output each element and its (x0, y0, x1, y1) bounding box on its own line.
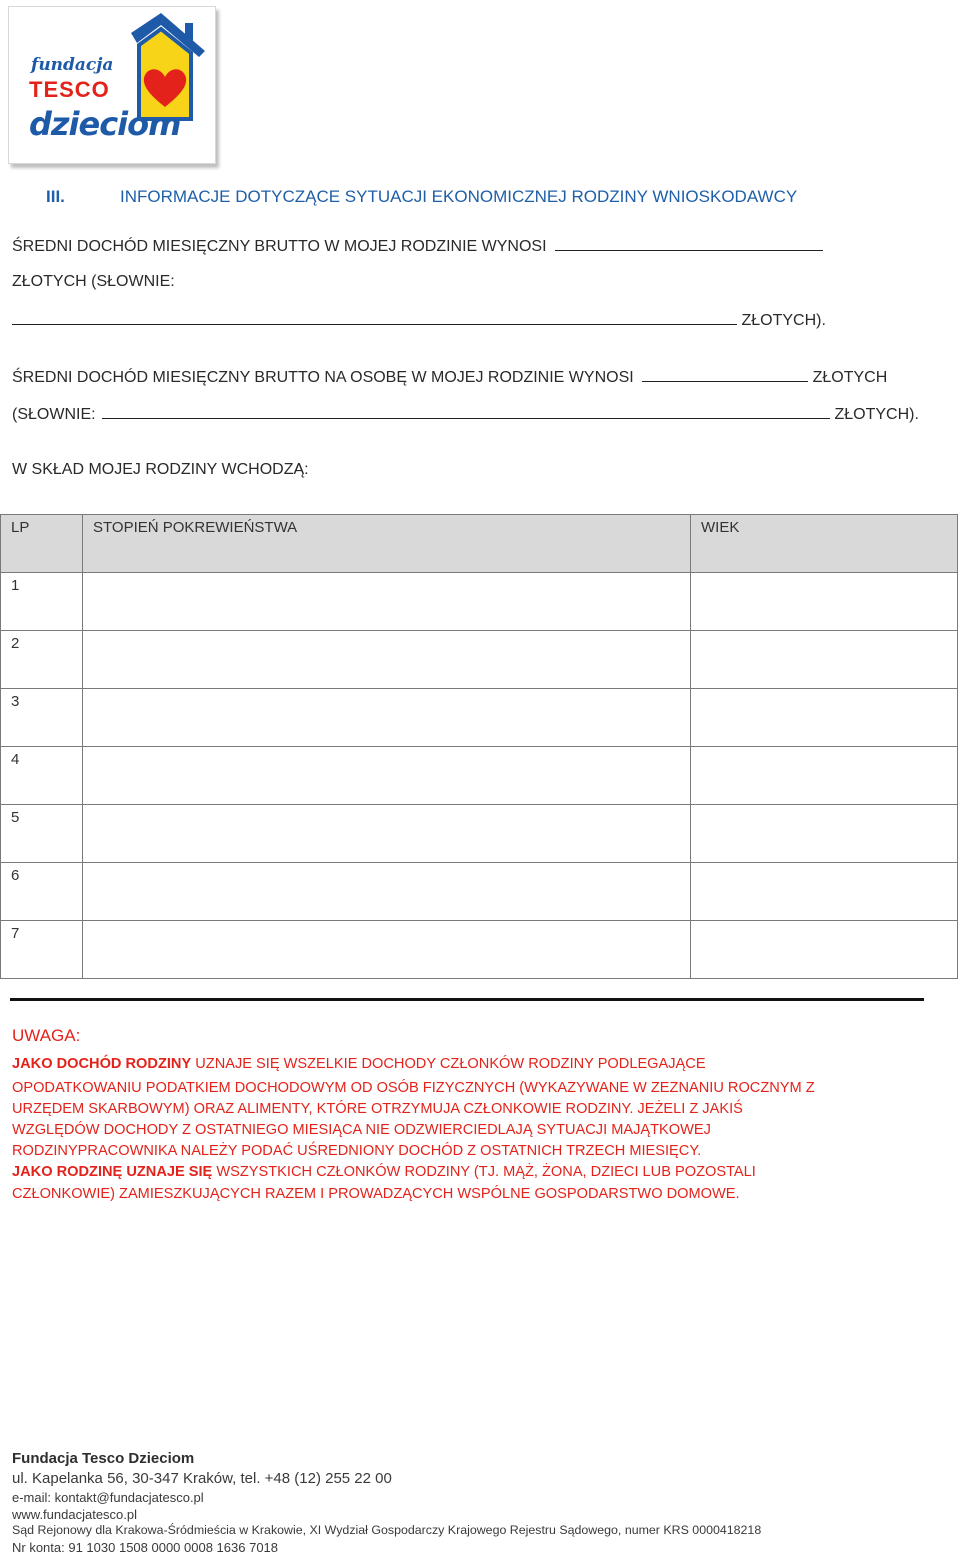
per-person-amount-field[interactable] (642, 367, 808, 382)
notice-line-1 (12, 1056, 706, 1072)
per-person-currency: ZŁOTYCH (812, 369, 888, 386)
relationship-cell[interactable] (83, 689, 691, 747)
income-label: ŚREDNI DOCHÓD MIESIĘCZNY BRUTTO W MOJEJ RODZINIE WYNOSI (12, 238, 547, 255)
notice-line-2: OPODATKOWANIU PODATKIEM DOCHODOWYM OD OSÓB FIZYCZNYCH (WYKAZYWANE W ZEZNANIU ROCZNYM Z (12, 1080, 815, 1096)
logo-text-dzieciom: dzieciom (29, 105, 181, 143)
age-cell[interactable] (691, 921, 958, 979)
footer-account: Nr konta: 91 1030 1508 0000 0008 1636 7018 (12, 1540, 279, 1555)
income-amount-field[interactable] (555, 236, 823, 251)
income-words-field[interactable] (12, 310, 737, 325)
table-row (1, 747, 958, 805)
notice-line-4: WZGLĘDÓW DOCHODY Z OSTATNIEGO MIESIĄCA NIE ODZWIERCIEDLAJĄ SYTUACJI MAJĄTKOWEJ (12, 1122, 711, 1138)
per-person-words-line (12, 404, 919, 424)
row-number: 2 (1, 631, 83, 689)
logo-text-fundacja: fundacja (31, 55, 114, 75)
table-header-row (1, 515, 958, 573)
income-words-label: ZŁOTYCH (SŁOWNIE: (12, 273, 175, 290)
income-line (12, 236, 823, 256)
table-row (1, 689, 958, 747)
row-number: 7 (1, 921, 83, 979)
per-person-words-field[interactable] (102, 404, 830, 419)
table-row (1, 631, 958, 689)
footer-court: Sąd Rejonowy dla Krakowa-Śródmieścia w Krakowie, XI Wydział Gospodarczy Krajowego Rejestru Sądowego, numer KRS 0000418218 (12, 1523, 762, 1537)
row-number: 5 (1, 805, 83, 863)
notice-line-7: CZŁONKOWIE) ZAMIESZKUJĄCYCH RAZEM I PROWADZĄCYCH WSPÓLNE GOSPODARSTWO DOMOWE. (12, 1186, 740, 1202)
row-number: 3 (1, 689, 83, 747)
age-cell[interactable] (691, 805, 958, 863)
relationship-cell[interactable] (83, 573, 691, 631)
relationship-cell[interactable] (83, 631, 691, 689)
notice-bold-family: JAKO RODZINĘ UZNAJE SIĘ (12, 1164, 213, 1180)
header-relationship: STOPIEŃ POKREWIEŃSTWA (83, 515, 691, 573)
income-words-end: ZŁOTYCH). (741, 312, 826, 329)
family-composition-label: W SKŁAD MOJEJ RODZINY WCHODZĄ: (12, 461, 309, 478)
per-person-words-end: ZŁOTYCH). (834, 406, 919, 423)
table-row (1, 573, 958, 631)
age-cell[interactable] (691, 747, 958, 805)
logo-text-tesco: TESCO (29, 77, 110, 102)
age-cell[interactable] (691, 631, 958, 689)
notice-text: UZNAJE SIĘ WSZELKIE DOCHODY CZŁONKÓW RODZINY PODLEGAJĄCE (191, 1056, 706, 1072)
row-number: 6 (1, 863, 83, 921)
per-person-label: ŚREDNI DOCHÓD MIESIĘCZNY BRUTTO NA OSOBĘ W MOJEJ RODZINIE WYNOSI (12, 369, 634, 386)
divider (10, 998, 924, 1001)
relationship-cell[interactable] (83, 747, 691, 805)
footer-email: e-mail: kontakt@fundacjatesco.pl (12, 1490, 204, 1505)
footer-www: www.fundacjatesco.pl (12, 1507, 138, 1522)
age-cell[interactable] (691, 573, 958, 631)
notice-bold-income: JAKO DOCHÓD RODZINY (12, 1056, 192, 1072)
notice-line-3: URZĘDEM SKARBOWYM) ORAZ ALIMENTY, KTÓRE OTRZYMUJA CZŁONKOWIE RODZINY. JEŻELI Z JAKIŚ (12, 1101, 743, 1117)
age-cell[interactable] (691, 863, 958, 921)
foundation-logo (8, 6, 216, 164)
table-row (1, 863, 958, 921)
row-number: 1 (1, 573, 83, 631)
table-row (1, 805, 958, 863)
footer-org: Fundacja Tesco Dzieciom (12, 1450, 195, 1467)
section-title: INFORMACJE DOTYCZĄCE SYTUACJI EKONOMICZNEJ RODZINY WNIOSKODAWCY (120, 187, 798, 206)
per-person-line (12, 367, 887, 387)
age-cell[interactable] (691, 689, 958, 747)
footer-address: ul. Kapelanka 56, 30-347 Kraków, tel. +48 (12) 255 22 00 (12, 1470, 392, 1487)
table-row (1, 921, 958, 979)
section-number: III. (46, 187, 65, 206)
relationship-cell[interactable] (83, 805, 691, 863)
header-age: WIEK (691, 515, 958, 573)
relationship-cell[interactable] (83, 863, 691, 921)
notice-line-6 (12, 1164, 756, 1180)
per-person-words-label: (SŁOWNIE: (12, 406, 96, 423)
notice-title: UWAGA: (12, 1026, 81, 1045)
header-lp: LP (1, 515, 83, 573)
notice-text: WSZYSTKICH CZŁONKÓW RODZINY (TJ. MĄŻ, ŻONA, DZIECI LUB POZOSTALI (212, 1164, 756, 1180)
relationship-cell[interactable] (83, 921, 691, 979)
income-words-line (12, 310, 826, 330)
row-number: 4 (1, 747, 83, 805)
family-members-table (0, 514, 958, 979)
notice-line-5: RODZINYPRACOWNIKA NALEŻY PODAĆ UŚREDNIONY DOCHÓD Z OSTATNICH TRZECH MIESIĘCY. (12, 1143, 702, 1159)
